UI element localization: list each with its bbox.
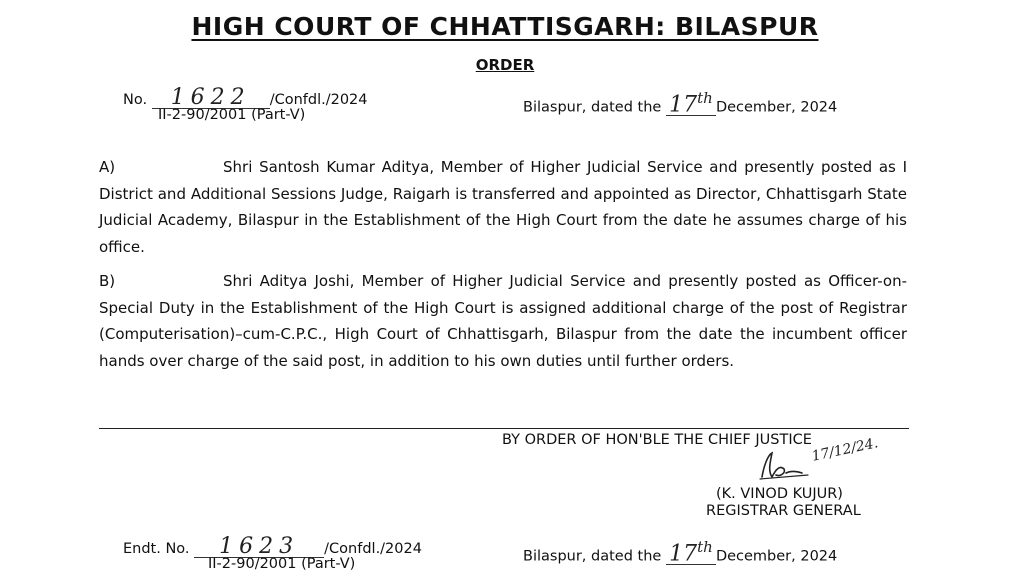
paragraph-b-text: Shri Aditya Joshi, Member of Higher Judicial Service and presently posted as Officer-on-Special Duty in the Establishment of the High Court is assigned additional charge of the post of Registrar (Computerisation)–cum-C.P.C., High Court of Chhattisgarh, Bilaspur from the date the incumbent officer hands over charge of the said post, in addition to his own duties until further orders. — [99, 272, 907, 370]
endorsement-date-line — [523, 537, 837, 565]
date-prefix: Bilaspur, dated the — [523, 99, 662, 116]
endorsement-prefix: Endt. No. — [123, 541, 190, 557]
endorsement-file-no: II-2-90/2001 (Part-V) — [208, 556, 356, 572]
endorsement-date-prefix: Bilaspur, dated the — [523, 548, 662, 565]
endorsement-day-handwritten: 17th — [666, 537, 716, 565]
endorsement-date-suffix: December, 2024 — [715, 548, 838, 565]
reference-file-no: II-2-90/2001 (Part-V) — [158, 107, 306, 123]
reference-no-handwritten: 1622 — [152, 88, 270, 109]
signatory-name: (K. VINOD KUJUR) — [716, 486, 843, 502]
signature-date: 17/12/24. — [810, 435, 880, 465]
by-order-line: BY ORDER OF HON'BLE THE CHIEF JUSTICE — [502, 432, 812, 448]
reference-date-line — [523, 88, 837, 116]
paragraph-b-label: B) — [99, 272, 116, 290]
date-day-handwritten: 17th — [666, 88, 716, 116]
reference-number-line — [123, 85, 368, 110]
paragraph-a-text: Shri Santosh Kumar Aditya, Member of Higher Judicial Service and presently posted as I District and Additional Sessions Judge, Raigarh is transferred and appointed as Director, Chhattisgarh State Judicial Academy, Bilaspur in the Establishment of the High Court from the date he assumes charge of his office. — [99, 158, 907, 256]
paragraph-a — [99, 154, 907, 260]
signature — [750, 435, 920, 485]
signatory-designation: REGISTRAR GENERAL — [706, 503, 861, 519]
divider-line — [99, 428, 909, 429]
paragraph-b — [99, 268, 907, 374]
reference-no-suffix: /Confdl./2024 — [269, 92, 368, 108]
order-heading: ORDER — [475, 56, 535, 74]
endorsement-no-handwritten: 1623 — [194, 537, 324, 558]
page-title: HIGH COURT OF CHHATTISGARH: BILASPUR — [191, 12, 819, 41]
endorsement-no-suffix: /Confdl./2024 — [324, 541, 422, 557]
paragraph-a-label: A) — [99, 158, 116, 176]
endorsement-number-line — [123, 534, 422, 559]
reference-no-prefix: No. — [123, 92, 148, 108]
date-suffix: December, 2024 — [715, 99, 838, 116]
